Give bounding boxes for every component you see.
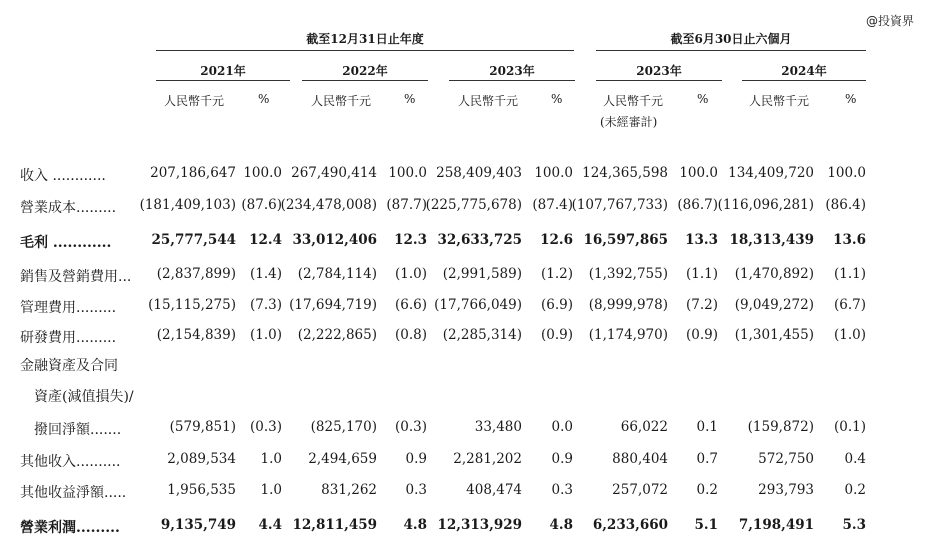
percent-cell-3-7: (1.1) bbox=[685, 266, 718, 282]
unit-label-4: 人民幣千元 bbox=[749, 94, 810, 108]
percent-cell-1-5: (87.4) bbox=[532, 197, 573, 213]
amount-cell-7-6: 880,404 bbox=[612, 451, 668, 467]
amount-cell-1-6: (107,767,733) bbox=[571, 197, 668, 213]
unit-label-3: 人民幣千元 bbox=[603, 94, 664, 108]
percent-cell-8-5: 0.3 bbox=[551, 482, 573, 498]
percent-cell-0-7: 100.0 bbox=[679, 165, 718, 181]
pct-label-4: % bbox=[845, 92, 857, 106]
amount-cell-4-4: (17,766,049) bbox=[434, 297, 522, 313]
amount-cell-3-2: (2,784,114) bbox=[297, 266, 377, 282]
row-label-9: 營業利潤......... bbox=[20, 520, 120, 536]
percent-cell-6-9: (0.1) bbox=[833, 419, 866, 435]
percent-cell-9-5: 4.8 bbox=[549, 517, 573, 533]
percent-cell-8-1: 1.0 bbox=[260, 482, 282, 498]
row-label-5: 研發費用......... bbox=[20, 330, 117, 346]
row-prelabel-6-1: 資產(減值損失)/ bbox=[34, 389, 134, 405]
amount-cell-9-8: 7,198,491 bbox=[738, 517, 814, 533]
unit-label-1: 人民幣千元 bbox=[311, 94, 372, 108]
percent-cell-1-3: (87.7) bbox=[386, 197, 427, 213]
pct-label-2: % bbox=[551, 92, 563, 106]
year-header-1: 2022年 bbox=[342, 64, 388, 78]
percent-cell-4-7: (7.2) bbox=[685, 297, 718, 313]
amount-cell-7-4: 2,281,202 bbox=[453, 451, 522, 467]
amount-cell-9-4: 12,313,929 bbox=[437, 517, 522, 533]
row-label-0: 收入 ............ bbox=[20, 168, 106, 184]
amount-cell-8-4: 408,474 bbox=[466, 482, 522, 498]
amount-cell-8-6: 257,072 bbox=[612, 482, 668, 498]
amount-cell-6-6: 66,022 bbox=[620, 419, 668, 435]
percent-cell-5-5: (0.9) bbox=[540, 327, 573, 343]
percent-cell-8-9: 0.2 bbox=[844, 482, 866, 498]
amount-cell-9-2: 12,811,459 bbox=[292, 517, 377, 533]
amount-cell-5-6: (1,174,970) bbox=[588, 327, 668, 343]
year-rule-1 bbox=[302, 80, 428, 81]
percent-cell-3-5: (1.2) bbox=[540, 266, 573, 282]
percent-cell-9-9: 5.3 bbox=[842, 517, 866, 533]
amount-cell-2-2: 33,012,406 bbox=[292, 232, 377, 248]
row-label-6: 撥回淨額....... bbox=[34, 422, 122, 438]
row-prelabel-6-0: 金融資產及合同 bbox=[20, 358, 118, 374]
amount-cell-9-0: 9,135,749 bbox=[160, 517, 236, 533]
unaudited-label: (未經審計) bbox=[600, 115, 658, 129]
percent-cell-5-3: (0.8) bbox=[394, 327, 427, 343]
year-rule-3 bbox=[596, 80, 722, 81]
row-label-4: 管理費用......... bbox=[20, 300, 117, 316]
percent-cell-2-5: 12.6 bbox=[540, 232, 573, 248]
percent-cell-6-3: (0.3) bbox=[394, 419, 427, 435]
unit-label-2: 人民幣千元 bbox=[458, 94, 519, 108]
amount-cell-4-2: (17,694,719) bbox=[289, 297, 377, 313]
percent-cell-6-5: 0.0 bbox=[551, 419, 573, 435]
amount-cell-8-2: 831,262 bbox=[321, 482, 377, 498]
percent-cell-0-3: 100.0 bbox=[388, 165, 427, 181]
amount-cell-3-6: (1,392,755) bbox=[588, 266, 668, 282]
pct-label-3: % bbox=[697, 92, 709, 106]
row-label-2: 毛利 ............ bbox=[20, 235, 112, 251]
amount-cell-0-4: 258,409,403 bbox=[436, 165, 522, 181]
percent-cell-1-9: (86.4) bbox=[825, 197, 866, 213]
amount-cell-4-8: (9,049,272) bbox=[734, 297, 814, 313]
percent-cell-2-9: 13.6 bbox=[833, 232, 866, 248]
percent-cell-3-1: (1.4) bbox=[249, 266, 282, 282]
group-header-annual: 截至12月31日止年度 bbox=[306, 32, 424, 46]
year-header-2: 2023年 bbox=[489, 64, 535, 78]
year-header-4: 2024年 bbox=[781, 64, 827, 78]
amount-cell-5-2: (2,222,865) bbox=[297, 327, 377, 343]
amount-cell-1-0: (181,409,103) bbox=[139, 197, 236, 213]
group-rule-annual bbox=[156, 50, 574, 51]
amount-cell-5-8: (1,301,455) bbox=[734, 327, 814, 343]
group-header-interim: 截至6月30日止六個月 bbox=[670, 32, 792, 46]
amount-cell-1-2: (234,478,008) bbox=[280, 197, 377, 213]
percent-cell-6-7: 0.1 bbox=[696, 419, 718, 435]
percent-cell-4-1: (7.3) bbox=[249, 297, 282, 313]
year-header-0: 2021年 bbox=[200, 64, 246, 78]
percent-cell-7-5: 0.9 bbox=[551, 451, 573, 467]
amount-cell-7-8: 572,750 bbox=[758, 451, 814, 467]
percent-cell-7-3: 0.9 bbox=[405, 451, 427, 467]
percent-cell-6-1: (0.3) bbox=[249, 419, 282, 435]
percent-cell-9-7: 5.1 bbox=[694, 517, 718, 533]
watermark-text: @投資界 bbox=[866, 14, 915, 28]
amount-cell-4-6: (8,999,978) bbox=[588, 297, 668, 313]
amount-cell-6-4: 33,480 bbox=[474, 419, 522, 435]
percent-cell-9-1: 4.4 bbox=[258, 517, 282, 533]
percent-cell-3-9: (1.1) bbox=[833, 266, 866, 282]
amount-cell-2-4: 32,633,725 bbox=[437, 232, 522, 248]
percent-cell-2-1: 12.4 bbox=[249, 232, 282, 248]
amount-cell-6-8: (159,872) bbox=[747, 419, 814, 435]
row-label-3: 銷售及營銷費用... bbox=[20, 269, 132, 285]
amount-cell-0-2: 267,490,414 bbox=[291, 165, 377, 181]
amount-cell-7-0: 2,089,534 bbox=[167, 451, 236, 467]
amount-cell-4-0: (15,115,275) bbox=[148, 297, 236, 313]
percent-cell-4-5: (6.9) bbox=[540, 297, 573, 313]
row-label-8: 其他收益淨額..... bbox=[20, 485, 127, 501]
amount-cell-6-0: (579,851) bbox=[169, 419, 236, 435]
percent-cell-1-7: (86.7) bbox=[677, 197, 718, 213]
row-label-1: 營業成本......... bbox=[20, 200, 117, 216]
pct-label-0: % bbox=[258, 92, 270, 106]
amount-cell-8-0: 1,956,535 bbox=[167, 482, 236, 498]
amount-cell-0-6: 124,365,598 bbox=[582, 165, 668, 181]
amount-cell-0-0: 207,186,647 bbox=[150, 165, 236, 181]
percent-cell-4-3: (6.6) bbox=[394, 297, 427, 313]
percent-cell-3-3: (1.0) bbox=[394, 266, 427, 282]
amount-cell-3-0: (2,837,899) bbox=[156, 266, 236, 282]
percent-cell-5-9: (1.0) bbox=[833, 327, 866, 343]
percent-cell-7-7: 0.7 bbox=[696, 451, 718, 467]
percent-cell-2-3: 12.3 bbox=[394, 232, 427, 248]
group-rule-interim bbox=[596, 50, 866, 51]
percent-cell-0-9: 100.0 bbox=[827, 165, 866, 181]
amount-cell-1-8: (116,096,281) bbox=[717, 197, 814, 213]
percent-cell-7-1: 1.0 bbox=[260, 451, 282, 467]
unit-label-0: 人民幣千元 bbox=[164, 94, 225, 108]
percent-cell-0-5: 100.0 bbox=[534, 165, 573, 181]
amount-cell-3-8: (1,470,892) bbox=[734, 266, 814, 282]
amount-cell-2-6: 16,597,865 bbox=[583, 232, 668, 248]
percent-cell-8-7: 0.2 bbox=[696, 482, 718, 498]
percent-cell-0-1: 100.0 bbox=[243, 165, 282, 181]
amount-cell-6-2: (825,170) bbox=[310, 419, 377, 435]
percent-cell-5-7: (0.9) bbox=[685, 327, 718, 343]
year-header-3: 2023年 bbox=[636, 64, 682, 78]
row-label-7: 其他收入.......... bbox=[20, 454, 121, 470]
amount-cell-2-0: 25,777,544 bbox=[151, 232, 236, 248]
pct-label-1: % bbox=[404, 92, 416, 106]
percent-cell-9-3: 4.8 bbox=[403, 517, 427, 533]
year-rule-0 bbox=[156, 80, 290, 81]
percent-cell-7-9: 0.4 bbox=[844, 451, 866, 467]
amount-cell-0-8: 134,409,720 bbox=[728, 165, 814, 181]
year-rule-2 bbox=[449, 80, 575, 81]
year-rule-4 bbox=[742, 80, 866, 81]
amount-cell-7-2: 2,494,659 bbox=[308, 451, 377, 467]
percent-cell-4-9: (6.7) bbox=[833, 297, 866, 313]
percent-cell-5-1: (1.0) bbox=[249, 327, 282, 343]
percent-cell-2-7: 13.3 bbox=[685, 232, 718, 248]
percent-cell-1-1: (87.6) bbox=[241, 197, 282, 213]
amount-cell-5-0: (2,154,839) bbox=[156, 327, 236, 343]
amount-cell-8-8: 293,793 bbox=[758, 482, 814, 498]
percent-cell-8-3: 0.3 bbox=[405, 482, 427, 498]
amount-cell-5-4: (2,285,314) bbox=[442, 327, 522, 343]
amount-cell-3-4: (2,991,589) bbox=[442, 266, 522, 282]
amount-cell-1-4: (225,775,678) bbox=[425, 197, 522, 213]
amount-cell-2-8: 18,313,439 bbox=[729, 232, 814, 248]
amount-cell-9-6: 6,233,660 bbox=[592, 517, 668, 533]
